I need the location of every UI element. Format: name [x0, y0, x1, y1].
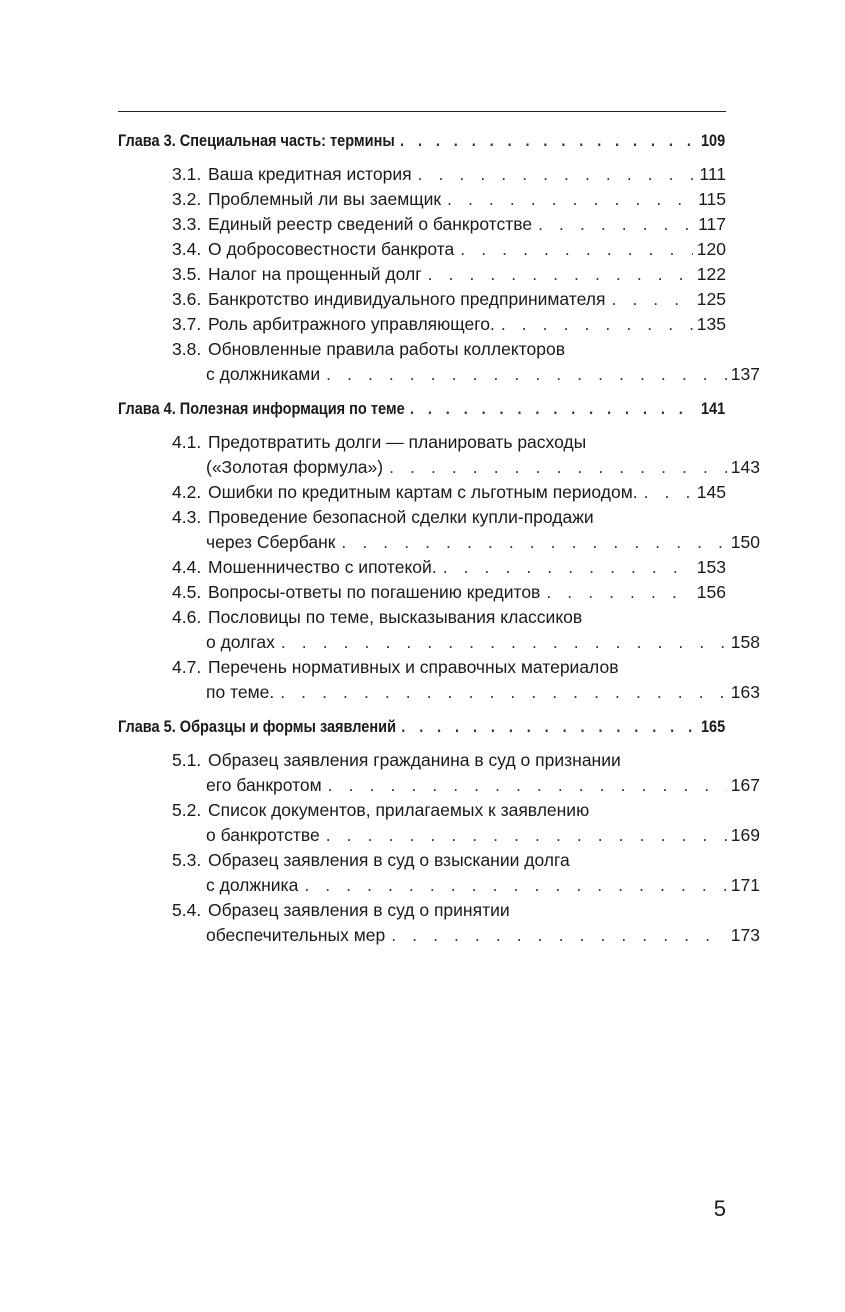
- toc-entry-line: [172, 555, 726, 580]
- entry-title: Перечень нормативных и справочных материалов: [208, 657, 619, 677]
- chapter-page: 141: [700, 400, 726, 418]
- chapter-title: Глава 3. Специальная часть: термины: [118, 132, 395, 150]
- toc-entry-line: [206, 923, 760, 948]
- entry-page: 163: [730, 682, 760, 702]
- chapter-page: 165: [700, 718, 726, 736]
- leader-dots: [405, 397, 698, 422]
- chapter-block: [118, 397, 760, 705]
- entry-number: 4.1.: [172, 432, 202, 452]
- entry-title: по теме.: [206, 682, 275, 702]
- entry-title: Проведение безопасной сделки купли-продажи: [208, 507, 594, 527]
- entry-title: Вопросы-ответы по погашению кредитов: [208, 582, 541, 602]
- entry-title: Налог на прощенный долг: [208, 264, 422, 284]
- entry-page: 125: [696, 289, 726, 309]
- entry-number: 3.4.: [172, 239, 202, 259]
- leader-dots: [395, 129, 698, 154]
- toc-entry-line: [206, 873, 760, 898]
- entry-title: Единый реестр сведений о банкротстве: [208, 214, 533, 234]
- entry-page: 117: [698, 214, 726, 234]
- leader-dots: [412, 162, 696, 187]
- toc-entry-line: [172, 237, 726, 262]
- entry-number: 3.1.: [172, 164, 202, 184]
- entry-title: Проблемный ли вы заемщик: [208, 189, 442, 209]
- entry-number: 4.4.: [172, 557, 202, 577]
- toc-entry-line: [206, 455, 760, 480]
- entry-title: О добросовестности банкрота: [208, 239, 455, 259]
- leader-dots: [275, 630, 727, 655]
- entry-title: Обновленные правила работы коллекторов: [208, 339, 566, 359]
- entry-number: 5.1.: [172, 750, 202, 770]
- top-rule: [118, 111, 726, 112]
- entry-title: Мошенничество с ипотекой.: [208, 557, 437, 577]
- entry-page: 120: [696, 239, 726, 259]
- toc-entry-line: [206, 773, 760, 798]
- chapter-block: [118, 129, 760, 387]
- entry-title: Образец заявления в суд о взыскании долга: [208, 850, 570, 870]
- leader-dots: [385, 923, 727, 948]
- leader-dots: [532, 212, 694, 237]
- entry-page: 143: [730, 457, 760, 477]
- toc-entry-line: [206, 680, 760, 705]
- entry-title: Образец заявления в суд о принятии: [208, 900, 510, 920]
- entry-title: Предотвратить долги — планировать расходы: [208, 432, 587, 452]
- leader-dots: [437, 555, 693, 580]
- entry-title: Роль арбитражного управляющего.: [208, 314, 495, 334]
- entry-title: с должника: [206, 875, 299, 895]
- toc-entry-line: [172, 898, 726, 923]
- chapter-block: [118, 715, 760, 948]
- entry-title: с должниками: [206, 364, 321, 384]
- entry-number: 3.7.: [172, 314, 202, 334]
- entry-page: 173: [730, 925, 760, 945]
- toc-entry-line: [172, 848, 726, 873]
- leader-dots: [396, 715, 697, 740]
- entry-page: 111: [699, 164, 726, 184]
- toc-entry-line: [172, 480, 726, 505]
- leader-dots: [335, 530, 726, 555]
- toc-entry-line: [172, 287, 726, 312]
- chapter-page: 109: [700, 132, 726, 150]
- leader-dots: [422, 262, 693, 287]
- entry-title: о банкротстве: [206, 825, 320, 845]
- page-number: 5: [713, 1196, 726, 1221]
- leader-dots: [540, 580, 692, 605]
- entry-number: 5.4.: [172, 900, 202, 920]
- leader-dots: [495, 312, 693, 337]
- chapter-heading: [118, 129, 725, 154]
- entry-title: его банкротом: [206, 775, 322, 795]
- leader-dots: [605, 287, 692, 312]
- entry-page: 158: [730, 632, 760, 652]
- toc-entry-line: [206, 630, 760, 655]
- leader-dots: [322, 773, 727, 798]
- entry-title: Банкротство индивидуального предпринимателя: [208, 289, 606, 309]
- entry-title: Образец заявления гражданина в суд о признании: [208, 750, 621, 770]
- leader-dots: [274, 680, 727, 705]
- toc-entry-line: [172, 312, 726, 337]
- entry-page: 171: [730, 875, 760, 895]
- toc-entry-line: [172, 430, 726, 455]
- toc-entry-line: [172, 187, 726, 212]
- entry-page: 145: [696, 482, 726, 502]
- entry-page: 150: [730, 532, 760, 552]
- leader-dots: [441, 187, 694, 212]
- toc-entry-line: [206, 530, 760, 555]
- toc-entry-line: [172, 162, 726, 187]
- entry-title: Ваша кредитная история: [208, 164, 412, 184]
- entry-page: 137: [730, 364, 760, 384]
- entry-title: Ошибки по кредитным картам с льготным периодом.: [208, 482, 638, 502]
- entry-number: 4.6.: [172, 607, 202, 627]
- entry-page: 115: [698, 189, 726, 209]
- entry-number: 5.3.: [172, 850, 202, 870]
- entry-page: 167: [730, 775, 760, 795]
- entry-title: о долгах: [206, 632, 275, 652]
- toc-entry-line: [172, 605, 726, 630]
- toc-entry-line: [172, 580, 726, 605]
- toc-entry-line: [172, 212, 726, 237]
- toc-entry-line: [172, 655, 726, 680]
- entry-title: через Сбербанк: [206, 532, 336, 552]
- entry-page: 169: [730, 825, 760, 845]
- chapter-title: Глава 5. Образцы и формы заявлений: [118, 718, 396, 736]
- entry-number: 3.6.: [172, 289, 202, 309]
- entry-page: 156: [696, 582, 726, 602]
- leader-dots: [298, 873, 726, 898]
- leader-dots: [383, 455, 727, 480]
- toc-entry-line: [206, 823, 760, 848]
- entry-title: Пословицы по теме, высказывания классиков: [208, 607, 583, 627]
- entry-page: 135: [696, 314, 726, 334]
- leader-dots: [320, 362, 727, 387]
- toc-entry-line: [172, 262, 726, 287]
- entry-number: 4.3.: [172, 507, 202, 527]
- chapter-heading: [118, 397, 725, 422]
- leader-dots: [638, 480, 693, 505]
- entry-title: обеспечительных мер: [206, 925, 386, 945]
- toc-entry-line: [172, 505, 726, 530]
- entry-number: 4.5.: [172, 582, 202, 602]
- chapter-title: Глава 4. Полезная информация по теме: [118, 400, 405, 418]
- entry-number: 3.3.: [172, 214, 202, 234]
- entry-title: («Золотая формула»): [206, 457, 384, 477]
- entry-number: 5.2.: [172, 800, 202, 820]
- entry-title: Список документов, прилагаемых к заявлению: [208, 800, 590, 820]
- table-of-contents: [118, 129, 760, 958]
- toc-entry-line: [172, 337, 726, 362]
- entry-number: 3.8.: [172, 339, 202, 359]
- leader-dots: [454, 237, 693, 262]
- entry-number: 4.2.: [172, 482, 202, 502]
- entry-number: 3.5.: [172, 264, 202, 284]
- entry-page: 153: [696, 557, 726, 577]
- entry-number: 4.7.: [172, 657, 202, 677]
- chapter-heading: [118, 715, 725, 740]
- entry-number: 3.2.: [172, 189, 202, 209]
- toc-entry-line: [206, 362, 760, 387]
- toc-entry-line: [172, 798, 726, 823]
- leader-dots: [320, 823, 727, 848]
- toc-entry-line: [172, 748, 726, 773]
- entry-page: 122: [696, 264, 726, 284]
